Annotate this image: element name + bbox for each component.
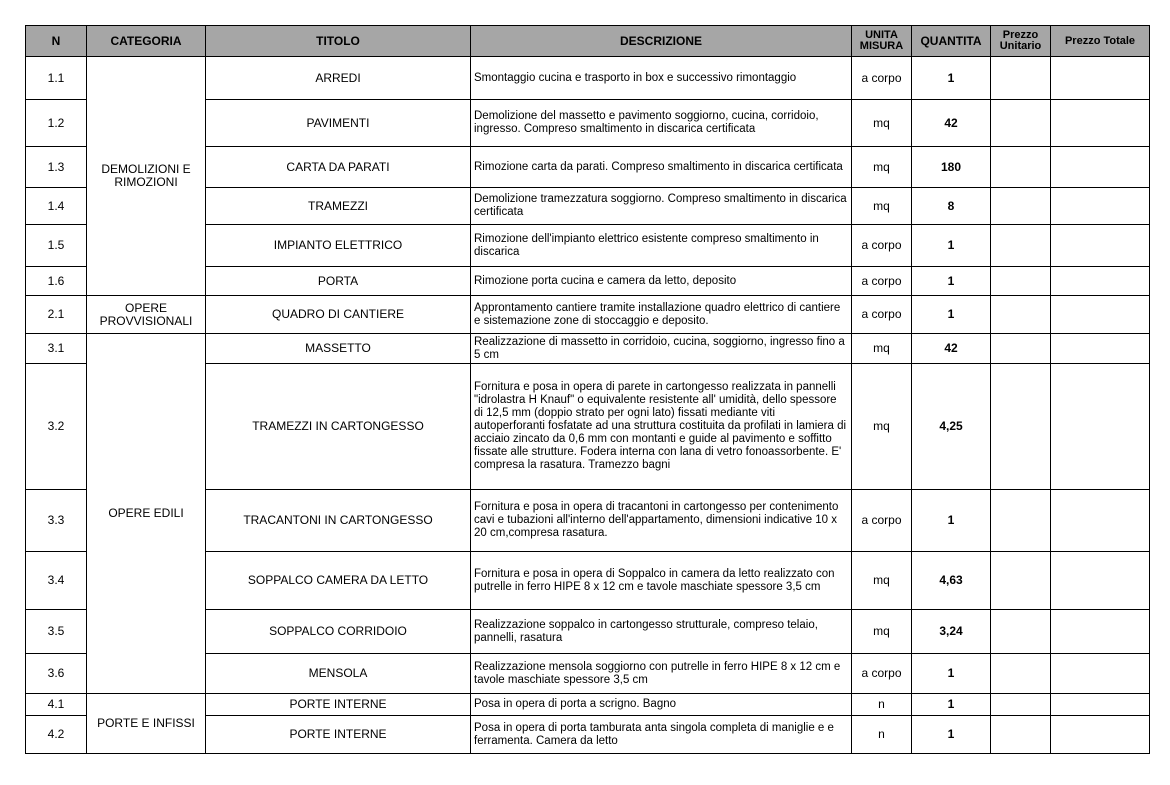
header-unita-line1: UNITA bbox=[865, 29, 898, 41]
cell-quantita: 1 bbox=[912, 694, 991, 716]
cell-n: 3.6 bbox=[26, 654, 87, 694]
cell-prezzo-totale bbox=[1051, 57, 1150, 100]
category-provvisionali-line1: OPERE bbox=[124, 300, 167, 315]
cell-descrizione: Realizzazione mensola soggiorno con putrelle in ferro HIPE 8 x 12 cm e tavole maschiate spessore 3,5 cm bbox=[471, 654, 852, 694]
cell-descrizione: Fornitura e posa in opera di Soppalco in camera da letto realizzato con putrelle in ferro HIPE 8 x 12 cm e tavole maschiate spessore 3,5 cm bbox=[471, 552, 852, 610]
cell-prezzo-unitario bbox=[991, 610, 1051, 654]
cell-prezzo-unitario bbox=[991, 490, 1051, 552]
cell-unita: mq bbox=[852, 334, 912, 364]
cell-descrizione-main: Fornitura e posa in opera di parete in cartongesso realizzata in pannelli "idrolastra H Knauf" o equivalente resistente all' umidità, dello spessore di 12,5 mm (doppio strato per ogni lato) fissati mediante viti autoperforanti fosfatate ad una struttura costituita da profilati in lamiera di acciaio zincato da 0,6 mm con montanti e guide al pavimento e soffitto bbox=[474, 381, 847, 445]
cell-prezzo-unitario bbox=[991, 147, 1051, 188]
cell-n: 1.5 bbox=[26, 225, 87, 267]
header-prezzo-unitario bbox=[991, 26, 1051, 57]
cell-descrizione: Realizzazione soppalco in cartongesso strutturale, compreso telaio, pannelli, rasatura bbox=[471, 610, 852, 654]
cell-n: 1.3 bbox=[26, 147, 87, 188]
cell-titolo: SOPPALCO CAMERA DA LETTO bbox=[206, 552, 471, 610]
cell-prezzo-unitario bbox=[991, 57, 1051, 100]
cell-n: 3.3 bbox=[26, 490, 87, 552]
category-provvisionali bbox=[87, 296, 206, 334]
cell-descrizione: Posa in opera di porta tamburata anta singola completa di maniglie e e ferramenta. Camera da letto bbox=[471, 716, 852, 754]
category-provvisionali-line2: PROVVISIONALI bbox=[99, 313, 193, 328]
cell-titolo: ARREDI bbox=[206, 57, 471, 100]
cell-n: 1.2 bbox=[26, 100, 87, 147]
cell-unita: mq bbox=[852, 552, 912, 610]
cell-n: 1.4 bbox=[26, 188, 87, 225]
cell-descrizione: Rimozione porta cucina e camera da letto, deposito bbox=[471, 267, 852, 296]
cell-prezzo-totale bbox=[1051, 654, 1150, 694]
cell-prezzo-totale bbox=[1051, 490, 1150, 552]
cell-prezzo-unitario bbox=[991, 716, 1051, 754]
cell-prezzo-totale bbox=[1051, 100, 1150, 147]
cell-unita: mq bbox=[852, 147, 912, 188]
cell-quantita: 1 bbox=[912, 654, 991, 694]
category-demolizioni-line2: RIMOZIONI bbox=[114, 175, 178, 189]
cell-titolo: TRAMEZZI bbox=[206, 188, 471, 225]
cell-n: 3.2 bbox=[26, 364, 87, 490]
header-unita-line2: MISURA bbox=[859, 40, 904, 52]
cell-descrizione: Demolizione del massetto e pavimento soggiorno, cucina, corridoio, ingresso. Compreso smaltimento in discarica certificata bbox=[471, 100, 852, 147]
header-prezzo-unitario-line2: Unitario bbox=[999, 40, 1042, 52]
cell-prezzo-totale bbox=[1051, 364, 1150, 490]
cell-prezzo-totale bbox=[1051, 296, 1150, 334]
cell-unita: mq bbox=[852, 100, 912, 147]
cell-quantita: 8 bbox=[912, 188, 991, 225]
cell-titolo: PAVIMENTI bbox=[206, 100, 471, 147]
cell-unita: n bbox=[852, 716, 912, 754]
cell-titolo: MASSETTO bbox=[206, 334, 471, 364]
cell-unita: mq bbox=[852, 610, 912, 654]
category-edili: OPERE EDILI bbox=[87, 334, 206, 694]
cell-titolo: MENSOLA bbox=[206, 654, 471, 694]
cell-quantita: 4,25 bbox=[912, 364, 991, 490]
category-demolizioni bbox=[87, 57, 206, 296]
cell-quantita: 42 bbox=[912, 334, 991, 364]
table-body bbox=[26, 57, 1150, 754]
cell-descrizione: Approntamento cantiere tramite installazione quadro elettrico di cantiere e sistemazione zone di stoccaggio e deposito. bbox=[471, 296, 852, 334]
cell-titolo: PORTE INTERNE bbox=[206, 716, 471, 754]
cell-prezzo-unitario bbox=[991, 334, 1051, 364]
cell-descrizione: Rimozione carta da parati. Compreso smaltimento in discarica certificata bbox=[471, 147, 852, 188]
computo-table bbox=[25, 25, 1150, 754]
cell-prezzo-totale bbox=[1051, 225, 1150, 267]
cell-titolo: CARTA DA PARATI bbox=[206, 147, 471, 188]
cell-quantita: 1 bbox=[912, 490, 991, 552]
cell-quantita: 1 bbox=[912, 57, 991, 100]
cell-unita: a corpo bbox=[852, 296, 912, 334]
cell-n: 3.4 bbox=[26, 552, 87, 610]
cell-prezzo-totale bbox=[1051, 188, 1150, 225]
cell-titolo: PORTE INTERNE bbox=[206, 694, 471, 716]
cell-prezzo-totale bbox=[1051, 147, 1150, 188]
cell-prezzo-totale bbox=[1051, 694, 1150, 716]
cell-unita: mq bbox=[852, 364, 912, 490]
cell-n: 3.5 bbox=[26, 610, 87, 654]
cell-unita: mq bbox=[852, 188, 912, 225]
cell-prezzo-unitario bbox=[991, 694, 1051, 716]
cell-prezzo-unitario bbox=[991, 100, 1051, 147]
cell-quantita: 1 bbox=[912, 225, 991, 267]
cell-descrizione: Smontaggio cucina e trasporto in box e successivo rimontaggio bbox=[471, 57, 852, 100]
cell-quantita: 1 bbox=[912, 716, 991, 754]
header-unita-misura bbox=[852, 26, 912, 57]
cell-unita: a corpo bbox=[852, 225, 912, 267]
cell-prezzo-totale bbox=[1051, 267, 1150, 296]
cell-prezzo-unitario bbox=[991, 267, 1051, 296]
cell-prezzo-unitario bbox=[991, 296, 1051, 334]
cell-quantita: 3,24 bbox=[912, 610, 991, 654]
category-demolizioni-line1: DEMOLIZIONI E bbox=[101, 162, 191, 176]
cell-prezzo-unitario bbox=[991, 364, 1051, 490]
table-row bbox=[26, 694, 1150, 716]
header-categoria: CATEGORIA bbox=[87, 26, 206, 57]
cell-descrizione: Realizzazione di massetto in corridoio, cucina, soggiorno, ingresso fino a 5 cm bbox=[471, 334, 852, 364]
cell-descrizione bbox=[471, 364, 852, 490]
cell-descrizione: Rimozione dell'impianto elettrico esistente compreso smaltimento in discarica bbox=[471, 225, 852, 267]
category-porte: PORTE E INFISSI bbox=[87, 694, 206, 754]
cell-titolo: SOPPALCO CORRIDOIO bbox=[206, 610, 471, 654]
cell-unita: a corpo bbox=[852, 490, 912, 552]
header-row bbox=[26, 26, 1150, 57]
cell-n: 4.1 bbox=[26, 694, 87, 716]
table-row bbox=[26, 57, 1150, 100]
cell-titolo: IMPIANTO ELETTRICO bbox=[206, 225, 471, 267]
cell-descrizione: Posa in opera di porta a scrigno. Bagno bbox=[471, 694, 852, 716]
cell-n: 2.1 bbox=[26, 296, 87, 334]
cell-titolo: TRACANTONI IN CARTONGESSO bbox=[206, 490, 471, 552]
cell-prezzo-unitario bbox=[991, 552, 1051, 610]
cell-n: 1.1 bbox=[26, 57, 87, 100]
header-n: N bbox=[26, 26, 87, 57]
cell-titolo: PORTA bbox=[206, 267, 471, 296]
cell-unita: n bbox=[852, 694, 912, 716]
cell-n: 4.2 bbox=[26, 716, 87, 754]
header-titolo: TITOLO bbox=[206, 26, 471, 57]
table-row bbox=[26, 334, 1150, 364]
cell-quantita: 4,63 bbox=[912, 552, 991, 610]
cell-descrizione: Demolizione tramezzatura soggiorno. Compreso smaltimento in discarica certificata bbox=[471, 188, 852, 225]
header-quantita: QUANTITA bbox=[912, 26, 991, 57]
cell-prezzo-unitario bbox=[991, 225, 1051, 267]
cell-quantita: 42 bbox=[912, 100, 991, 147]
table-row bbox=[26, 296, 1150, 334]
cell-prezzo-unitario bbox=[991, 654, 1051, 694]
cell-prezzo-totale bbox=[1051, 552, 1150, 610]
cell-prezzo-unitario bbox=[991, 188, 1051, 225]
cell-titolo: QUADRO DI CANTIERE bbox=[206, 296, 471, 334]
header-prezzo-unitario-line1: Prezzo bbox=[1002, 29, 1039, 41]
table-header bbox=[26, 26, 1150, 57]
cell-titolo: TRAMEZZI IN CARTONGESSO bbox=[206, 364, 471, 490]
cell-prezzo-totale bbox=[1051, 610, 1150, 654]
cell-quantita: 1 bbox=[912, 267, 991, 296]
cell-n: 3.1 bbox=[26, 334, 87, 364]
header-descrizione: DESCRIZIONE bbox=[471, 26, 852, 57]
cell-unita: a corpo bbox=[852, 654, 912, 694]
cell-descrizione-extra: fissate alle strutture. Fodera interna con lana di vetro fonoassorbente. E' compresa la rasatura. Tramezzo bagni bbox=[474, 446, 842, 471]
cell-n: 1.6 bbox=[26, 267, 87, 296]
cell-prezzo-totale bbox=[1051, 716, 1150, 754]
cell-descrizione: Fornitura e posa in opera di tracantoni in cartongesso per contenimento cavi e tubazioni all'interno dell'appartamento, dimensioni indicative 10 x 20 cm,compresa rasatura. bbox=[471, 490, 852, 552]
cell-unita: a corpo bbox=[852, 267, 912, 296]
cell-unita: a corpo bbox=[852, 57, 912, 100]
cell-prezzo-totale bbox=[1051, 334, 1150, 364]
cell-quantita: 1 bbox=[912, 296, 991, 334]
cell-quantita: 180 bbox=[912, 147, 991, 188]
header-prezzo-totale: Prezzo Totale bbox=[1051, 26, 1150, 57]
